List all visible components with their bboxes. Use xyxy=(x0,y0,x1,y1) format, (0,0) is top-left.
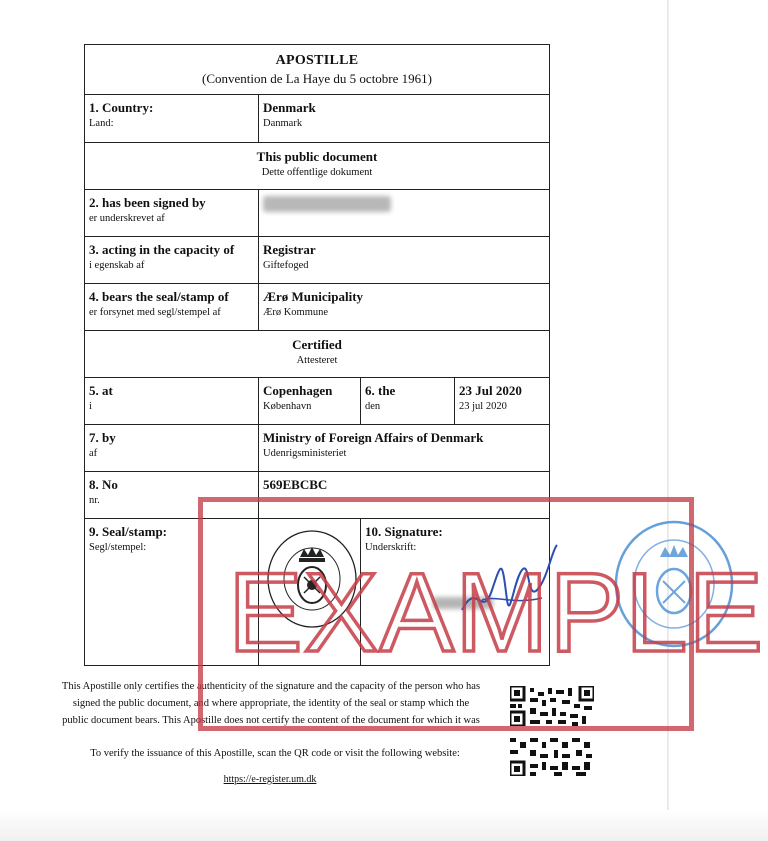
footer-line-3: public document bears. This Apostille does not certify the content of the document for which it was xyxy=(62,715,480,726)
at-value: Copenhagen xyxy=(263,383,333,398)
date-value-da: 23 jul 2020 xyxy=(459,401,507,412)
signature-label: 10. Signature: xyxy=(365,524,443,539)
at-label: 5. at xyxy=(89,383,113,398)
by-label: 7. by xyxy=(89,430,116,445)
country-label: 1. Country: xyxy=(89,100,154,115)
capacity-label-da: i egenskab af xyxy=(89,260,145,271)
qr-code-lower-icon[interactable] xyxy=(510,736,594,776)
at-value-da: København xyxy=(263,401,312,412)
by-row xyxy=(85,425,549,472)
public-document-label: This public document xyxy=(256,149,378,164)
date-label: 6. the xyxy=(365,383,396,398)
public-document-row xyxy=(85,143,549,190)
signature-label-da: Underskrift: xyxy=(365,542,417,553)
certified-row xyxy=(85,331,549,378)
example-watermark-text: EXAMPLE xyxy=(228,550,765,675)
number-value: 569EBCBC xyxy=(263,477,328,492)
certified-label: Certified xyxy=(292,337,342,352)
seal-of-row xyxy=(85,284,549,331)
country-label-da: Land: xyxy=(89,118,114,129)
by-value-da: Udenrigsministeriet xyxy=(263,448,347,459)
by-label-da: af xyxy=(89,448,98,459)
seal-stamp-label-da: Segl/stempel: xyxy=(89,542,147,553)
header-row xyxy=(85,45,549,95)
seal-of-value: Ærø Municipality xyxy=(263,289,364,304)
date-value: 23 Jul 2020 xyxy=(459,383,522,398)
number-label-da: nr. xyxy=(89,495,100,506)
country-value-da: Danmark xyxy=(263,118,303,129)
footer-line-2: signed the public document, and where appropriate, the identity of the seal or stamp which the xyxy=(72,698,470,709)
at-label-da: i xyxy=(89,401,92,412)
verification-link[interactable]: https://e-register.um.dk xyxy=(223,774,317,785)
certified-label-da: Attesteret xyxy=(296,355,338,366)
place-date-row xyxy=(85,378,549,425)
capacity-value-da: Giftefoged xyxy=(263,260,309,271)
public-document-label-da: Dette offentlige dokument xyxy=(261,167,373,178)
signed-by-label-da: er underskrevet af xyxy=(89,213,165,224)
footer-line-1: This Apostille only certifies the authenticity of the signature and the capacity of the person who has xyxy=(61,681,481,692)
capacity-label: 3. acting in the capacity of xyxy=(89,242,235,257)
signed-by-label: 2. has been signed by xyxy=(89,195,206,210)
date-label-da: den xyxy=(365,401,381,412)
document-title: APOSTILLE xyxy=(275,53,359,68)
country-row xyxy=(85,95,549,143)
page-shadow xyxy=(0,810,768,841)
redacted-signer-name xyxy=(263,196,391,212)
verify-instructions: To verify the issuance of this Apostille, scan the QR code or visit the following website: xyxy=(90,748,460,759)
signed-by-row xyxy=(85,190,549,237)
seal-of-value-da: Ærø Kommune xyxy=(263,307,329,318)
seal-of-label: 4. bears the seal/stamp of xyxy=(89,289,229,304)
capacity-row xyxy=(85,237,549,284)
country-value: Denmark xyxy=(263,100,316,115)
seal-of-label-da: er forsynet med segl/stempel af xyxy=(89,307,221,318)
capacity-value: Registrar xyxy=(263,242,316,257)
document-subtitle: (Convention de La Haye du 5 octobre 1961) xyxy=(202,71,432,86)
number-label: 8. No xyxy=(89,477,118,492)
by-value: Ministry of Foreign Affairs of Denmark xyxy=(263,430,484,445)
seal-stamp-label: 9. Seal/stamp: xyxy=(89,524,167,539)
